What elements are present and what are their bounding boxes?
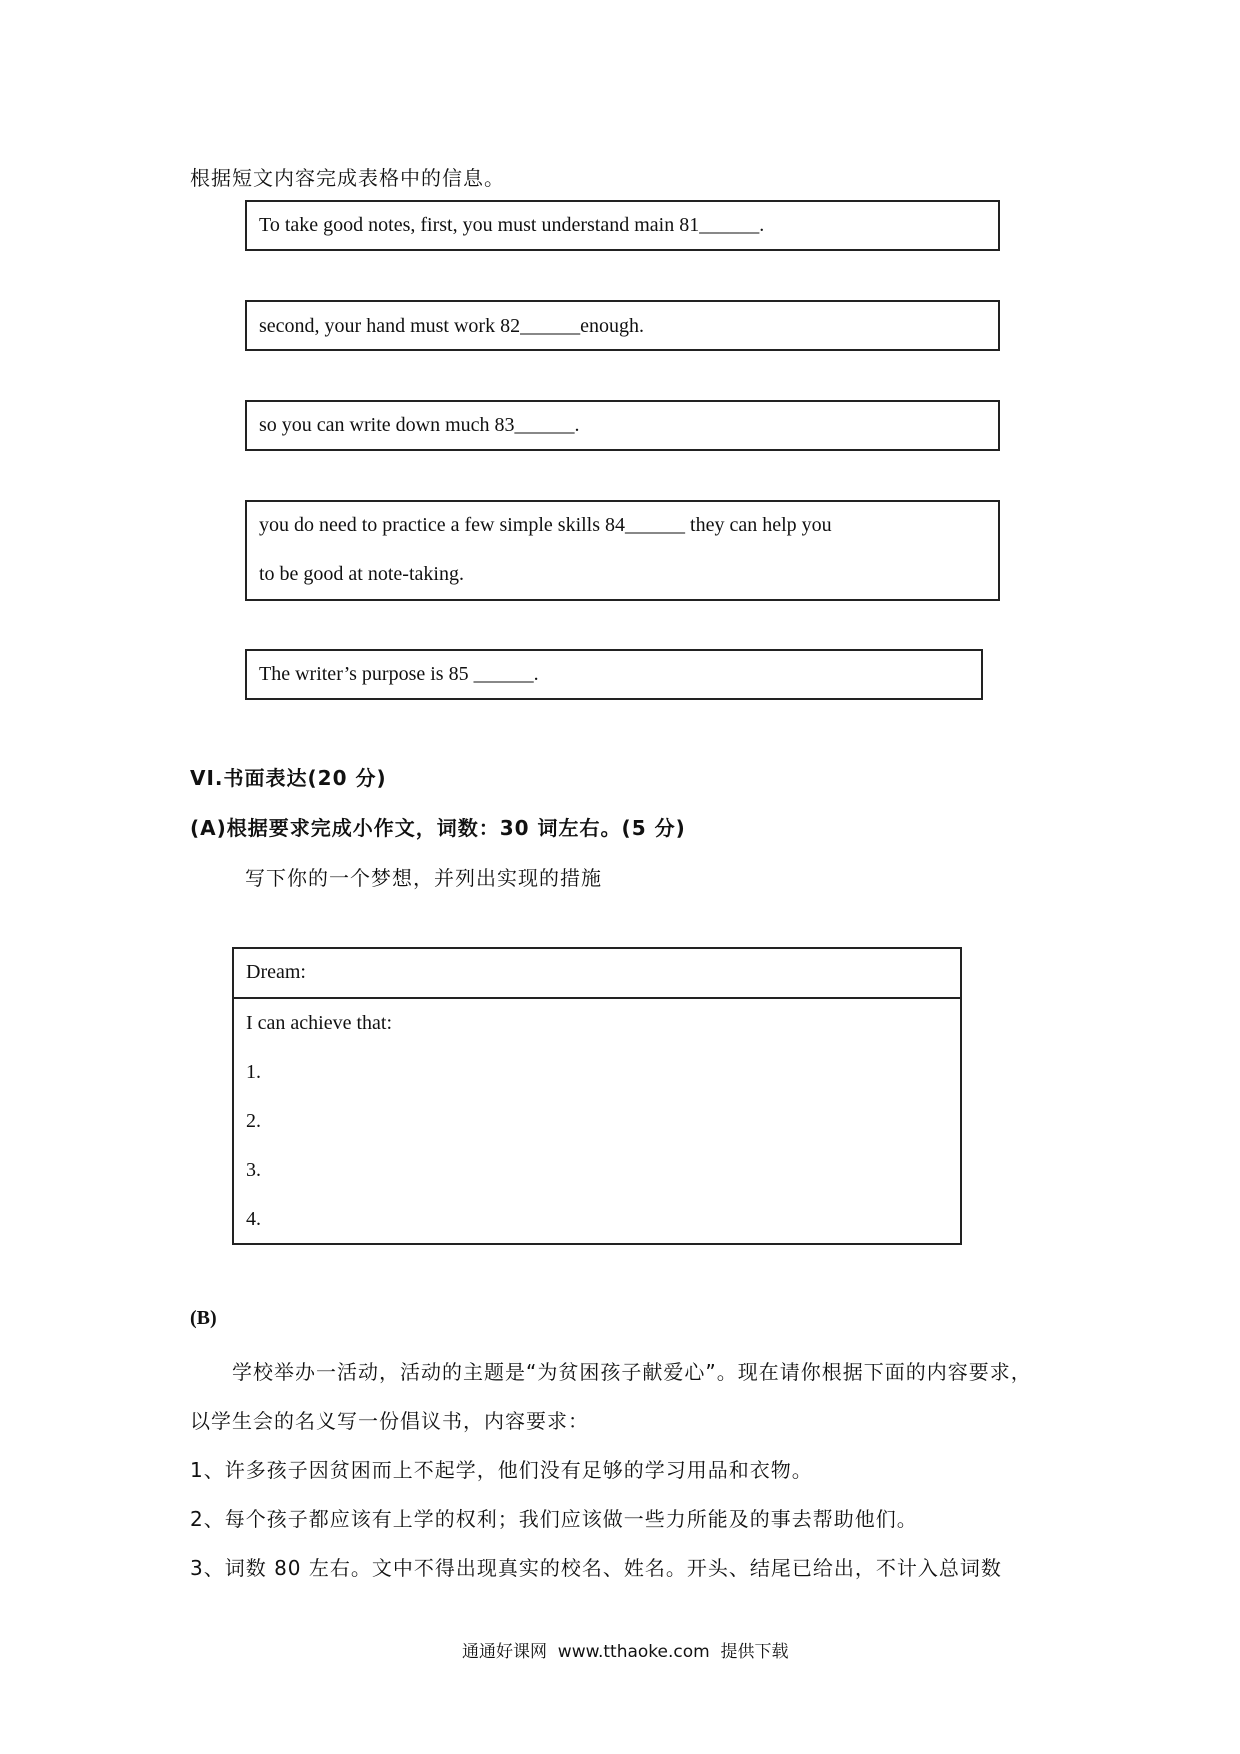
dream-table-header [234,949,960,999]
part-b-requirement: 1、许多孩子因贫困而上不起学，他们没有足够的学习用品和衣物。 [190,1458,813,1482]
part-b-requirement: 3、词数 80 左右。文中不得出现真实的校名、姓名。开头、结尾已给出，不计入总词数 [190,1556,1002,1580]
dream-item: 1. [246,1061,261,1083]
part-b-paragraph: 学校举办一活动，活动的主题是“为贫困孩子献爱心”。现在请你根据下面的内容要求， [232,1360,1032,1384]
fill-blank-box-84 [245,500,1000,601]
part-b-title: (B) [190,1307,217,1329]
part-b-paragraph: 以学生会的名义写一份倡议书，内容要求： [190,1409,589,1433]
dream-label: Dream: [246,961,306,983]
fill-blank-box-82 [245,300,1000,351]
fill-blank-box-81 [245,200,1000,251]
part-b-requirement: 2、每个孩子都应该有上学的权利；我们应该做一些力所能及的事去帮助他们。 [190,1507,918,1531]
dream-item: 4. [246,1208,261,1230]
box-line: to be good at note-taking. [259,563,464,585]
part-a-prompt: 写下你的一个梦想，并列出实现的措施 [245,866,602,890]
box-line: To take good notes, first, you must understand main 81______. [259,214,765,236]
instruction-text: 根据短文内容完成表格中的信息。 [190,166,505,190]
dream-item: 2. [246,1110,261,1132]
box-line: you do need to practice a few simple skills 84______ they can help you [259,514,832,536]
box-line: so you can write down much 83______. [259,414,580,436]
page-footer: 通通好课网 www.tthaoke.com 提供下载 [462,1642,789,1662]
box-line: The writer’s purpose is 85 ______. [259,663,539,685]
fill-blank-box-83 [245,400,1000,451]
fill-blank-box-85 [245,649,983,700]
section-title: VI.书面表达(20 分) [190,766,387,790]
dream-item: 3. [246,1159,261,1181]
box-line: second, your hand must work 82______enough. [259,315,644,337]
dream-table [232,947,962,1245]
dream-intro: I can achieve that: [246,1012,393,1034]
part-a-title: (A)根据要求完成小作文，词数：30 词左右。(5 分) [190,816,686,840]
